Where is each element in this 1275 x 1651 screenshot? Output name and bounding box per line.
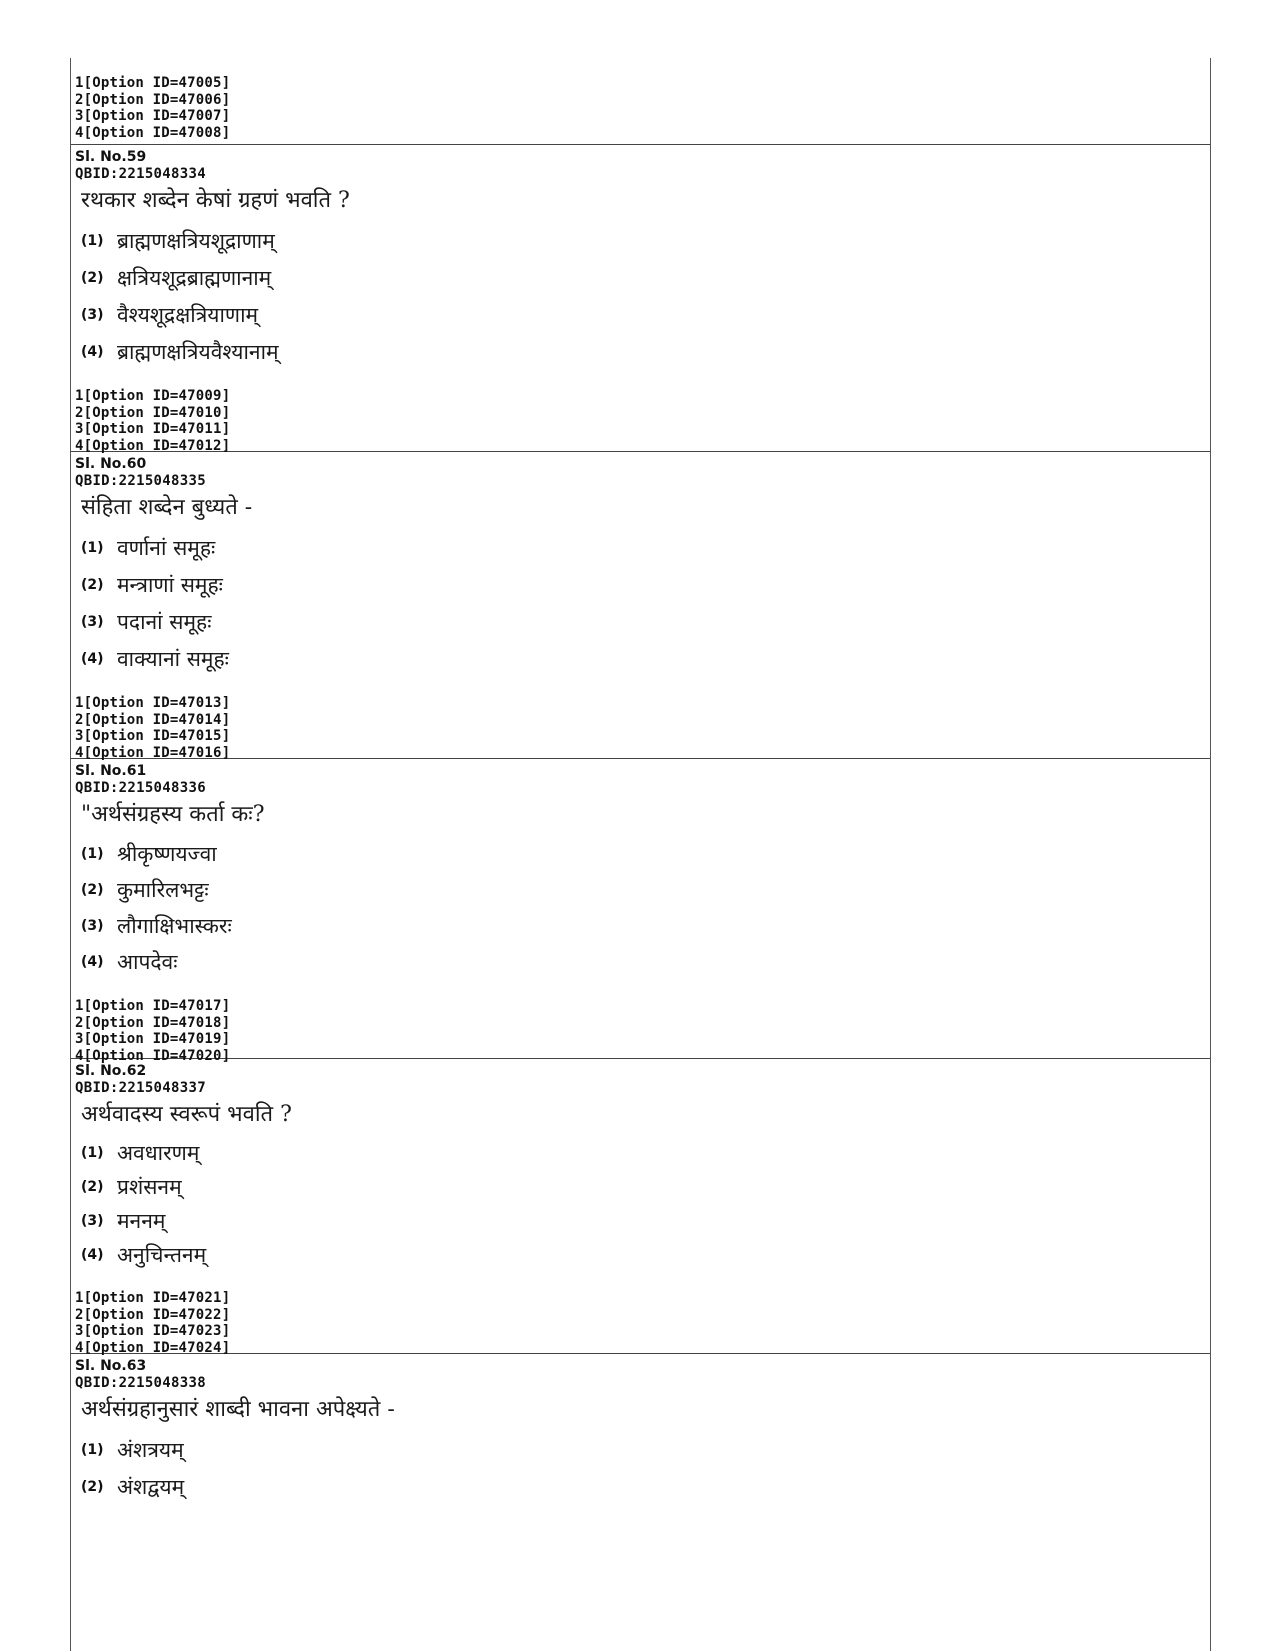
question-block-59	[71, 145, 1210, 452]
option-text: श्रीकृष्णयज्वा	[117, 842, 217, 866]
serial-number: Sl. No.62	[75, 1063, 147, 1079]
option-id: 1[Option ID=47009]	[75, 388, 231, 404]
question-text: अर्थसंग्रहानुसारं शाब्दी भावना अपेक्ष्यते -	[81, 1397, 395, 1422]
option-number: (1)	[81, 846, 104, 862]
option-row	[81, 222, 1210, 259]
option-id: 2[Option ID=47010]	[75, 404, 231, 421]
serial-number: Sl. No.61	[75, 763, 147, 779]
option-text: ब्राह्मणक्षत्रियवैश्यानाम्	[117, 339, 279, 364]
option-number: (2)	[81, 1478, 104, 1495]
option-number: (2)	[81, 1179, 104, 1195]
option-id: 3[Option ID=47019]	[75, 1031, 231, 1047]
option-id: 4[Option ID=47016]	[75, 744, 231, 761]
option-id: 3[Option ID=47011]	[75, 421, 231, 437]
qbid: QBID:2215048337	[75, 1079, 206, 1096]
option-id: 1[Option ID=47013]	[75, 695, 231, 711]
option-text: ब्राह्मणक्षत्रियशूद्राणाम्	[117, 228, 275, 253]
option-ids-block-58	[71, 58, 1210, 145]
question-block-60	[71, 452, 1210, 759]
option-number: (1)	[81, 539, 104, 556]
option-text: आपदेवः	[117, 950, 178, 974]
option-id: 1[Option ID=47021]	[75, 1290, 231, 1306]
option-row	[81, 944, 1210, 980]
option-row	[81, 908, 1210, 944]
option-text: अवधारणम्	[117, 1141, 200, 1165]
option-text: अंशत्रयम्	[117, 1437, 184, 1462]
option-row	[81, 1431, 1210, 1468]
option-row	[81, 1204, 1210, 1238]
option-number: (3)	[81, 306, 104, 323]
option-id: 4[Option ID=47012]	[75, 437, 231, 454]
option-text: वाक्यानां समूहः	[117, 646, 229, 671]
qbid: QBID:2215048336	[75, 779, 206, 796]
option-id: 4[Option ID=47020]	[75, 1047, 231, 1064]
option-number: (4)	[81, 650, 104, 667]
option-text: वैश्यशूद्रक्षत्रियाणाम्	[117, 302, 259, 327]
option-number: (4)	[81, 1247, 104, 1263]
qbid: QBID:2215048338	[75, 1374, 206, 1391]
question-text: संहिता शब्देन बुध्यते -	[81, 495, 253, 520]
option-id: 2[Option ID=47014]	[75, 711, 231, 728]
option-number: (4)	[81, 954, 104, 970]
option-row	[81, 296, 1210, 333]
qbid: QBID:2215048334	[75, 165, 206, 182]
option-id: 3[Option ID=47007]	[75, 108, 231, 124]
option-id: 4[Option ID=47008]	[75, 124, 231, 141]
option-text: मन्त्राणां समूहः	[117, 572, 223, 597]
option-number: (2)	[81, 269, 104, 286]
option-number: (2)	[81, 576, 104, 593]
option-number: (3)	[81, 1213, 104, 1229]
serial-number: Sl. No.59	[75, 149, 147, 165]
question-block-62	[71, 1059, 1210, 1354]
option-row	[81, 529, 1210, 566]
option-id: 3[Option ID=47015]	[75, 728, 231, 744]
qbid: QBID:2215048335	[75, 472, 206, 489]
option-text: क्षत्रियशूद्रब्राह्मणानाम्	[117, 265, 272, 290]
option-row	[81, 603, 1210, 640]
option-row	[81, 566, 1210, 603]
option-id: 1[Option ID=47005]	[75, 75, 231, 91]
option-text: पदानां समूहः	[117, 609, 212, 634]
question-block-61	[71, 759, 1210, 1064]
option-number: (1)	[81, 1441, 104, 1458]
option-id: 4[Option ID=47024]	[75, 1339, 231, 1356]
option-number: (2)	[81, 882, 104, 898]
option-number: (3)	[81, 918, 104, 934]
option-id: 1[Option ID=47017]	[75, 998, 231, 1014]
option-text: वर्णानां समूहः	[117, 535, 216, 560]
option-text: मननम्	[117, 1209, 166, 1233]
question-paper-page	[70, 58, 1211, 1651]
option-row	[81, 1170, 1210, 1204]
question-block-63	[71, 1354, 1210, 1505]
serial-number: Sl. No.60	[75, 456, 147, 472]
option-row	[81, 333, 1210, 370]
option-text: अनुचिन्तनम्	[117, 1243, 207, 1267]
option-row	[81, 259, 1210, 296]
option-row	[81, 1136, 1210, 1170]
option-row	[81, 836, 1210, 872]
option-number: (4)	[81, 343, 104, 360]
option-number: (1)	[81, 232, 104, 249]
question-text: रथकार शब्देन केषां ग्रहणं भवति ?	[81, 188, 350, 213]
option-row	[81, 1238, 1210, 1272]
option-text: अंशद्वयम्	[117, 1474, 185, 1499]
option-id: 3[Option ID=47023]	[75, 1323, 231, 1339]
option-text: कुमारिलभट्टः	[117, 878, 209, 902]
question-text: "अर्थसंग्रहस्य कर्ता कः?	[81, 802, 265, 827]
option-number: (3)	[81, 613, 104, 630]
option-row	[81, 1468, 1210, 1505]
option-text: लौगाक्षिभास्करः	[117, 914, 232, 938]
option-id: 2[Option ID=47018]	[75, 1014, 231, 1031]
option-number: (1)	[81, 1145, 104, 1161]
option-id: 2[Option ID=47006]	[75, 91, 231, 108]
option-id: 2[Option ID=47022]	[75, 1306, 231, 1323]
serial-number: Sl. No.63	[75, 1358, 147, 1374]
option-row	[81, 872, 1210, 908]
option-text: प्रशंसनम्	[117, 1175, 182, 1199]
question-text: अर्थवादस्य स्वरूपं भवति ?	[81, 1102, 292, 1127]
option-row	[81, 640, 1210, 677]
